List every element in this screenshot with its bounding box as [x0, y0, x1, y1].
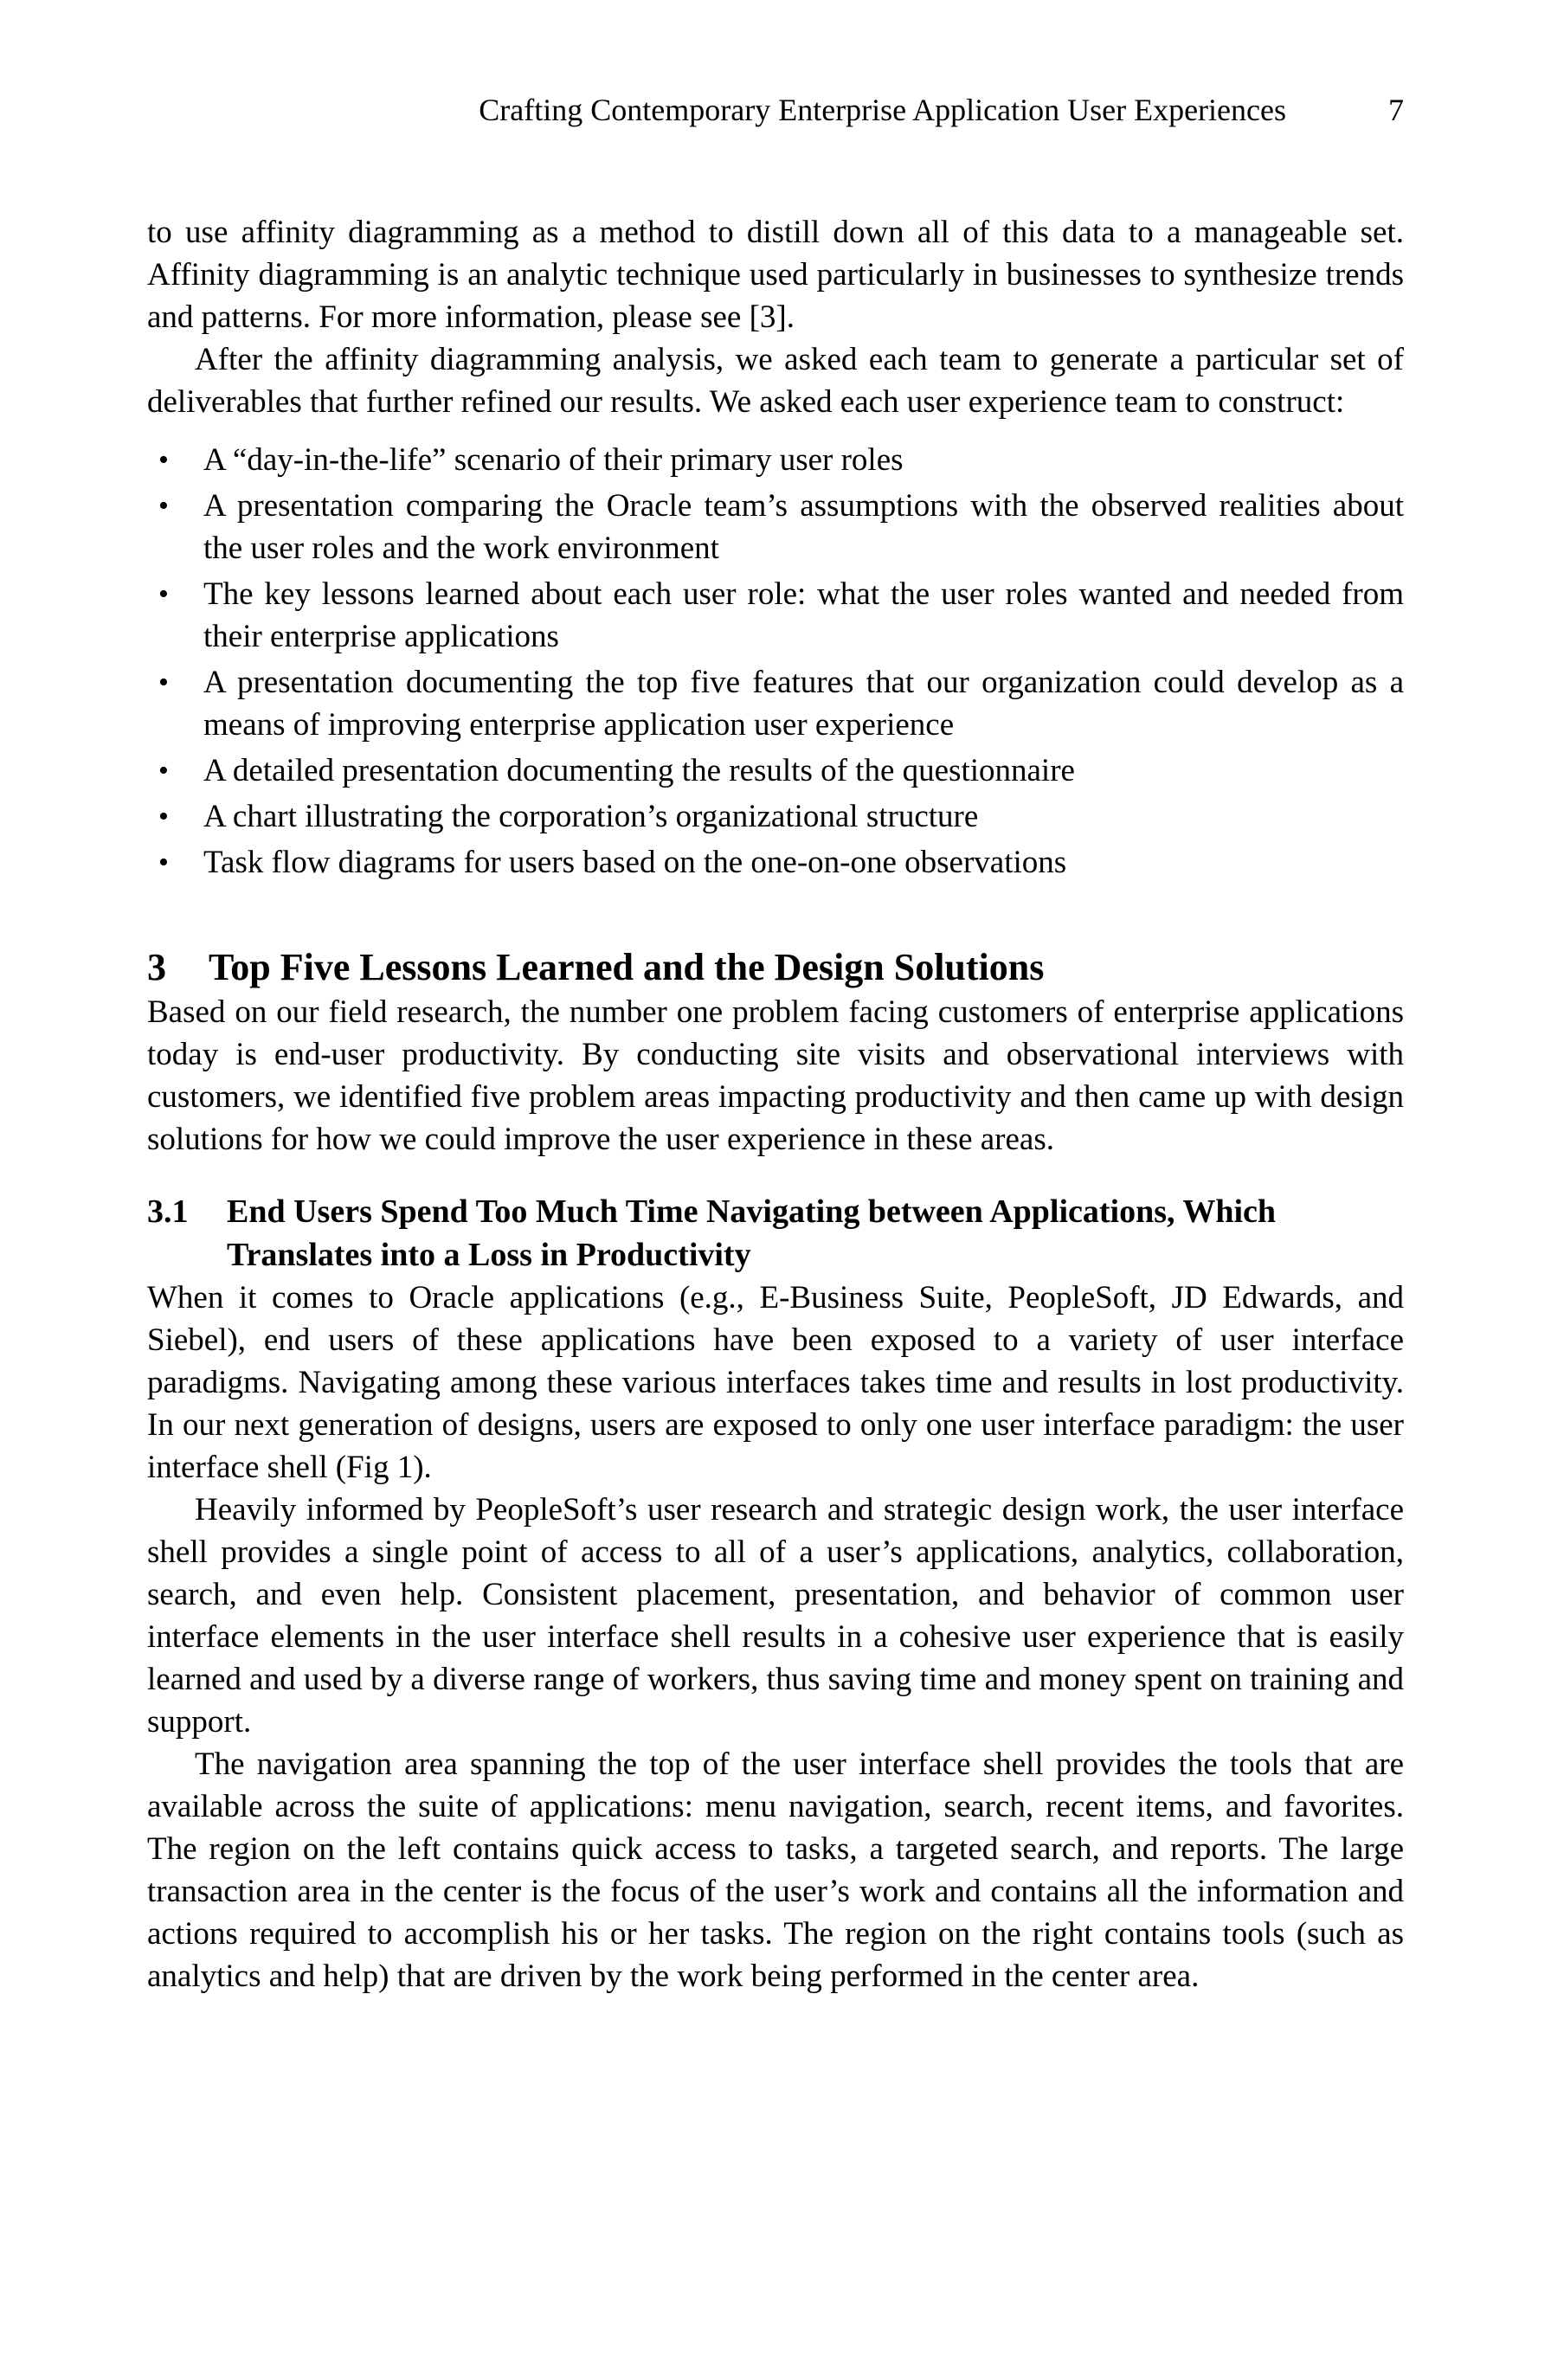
paragraph: After the affinity diagramming analysis, we asked each team to generate a particular set of deliverables that further refined our results. We asked each user experience team to construct:	[147, 342, 1404, 420]
subsection-heading	[147, 1190, 1404, 1277]
list-item-text: Task flow diagrams for users based on the one-on-one observations	[203, 845, 1067, 880]
paragraph: When it comes to Oracle applications (e.g., E-Business Suite, PeopleSoft, JD Edwards, and Siebel), end users of these applications have been exposed to a variety of user interface paradigms. Navigating among these various interfaces takes time and results in lost productivity. In our next generation of designs, users are exposed to only one user interface paradigm: the user interface shell (Fig 1).	[147, 1280, 1404, 1485]
paragraph: Heavily informed by PeopleSoft’s user research and strategic design work, the user interface shell provides a single point of access to all of a user’s applications, analytics, collaboration, search, and even help. Consistent placement, presentation, and behavior of common user interface elements in the user interface shell results in a cohesive user experience that is easily learned and used by a diverse range of workers, thus saving time and money spent on training and support.	[147, 1492, 1404, 1740]
bullet-icon: •	[158, 490, 169, 522]
running-head	[147, 91, 1404, 129]
list-item-text: The key lessons learned about each user role: what the user roles wanted and needed from their enterprise applications	[203, 576, 1404, 654]
paragraph: Based on our field research, the number one problem facing customers of enterprise applications today is end-user productivity. By conducting site visits and observational interviews with customers, we identified five problem areas impacting productivity and then came up with design solutions for how we could improve the user experience in these areas.	[147, 994, 1404, 1157]
bullet-icon: •	[158, 846, 169, 878]
page-body	[147, 211, 1404, 1997]
paragraph: The navigation area spanning the top of the user interface shell provides the tools that are available across the suite of applications: menu navigation, search, recent items, and favorites. The region on the left contains quick access to tasks, a targeted search, and reports. The large transaction area in the center is the focus of the user’s work and contains all the information and actions required to accomplish his or her tasks. The region on the right contains tools (such as analytics and help) that are driven by the work being performed in the center area.	[147, 1746, 1404, 1994]
list-item	[147, 749, 1404, 792]
subsection-number: 3.1	[147, 1193, 189, 1230]
list-item-text: A presentation comparing the Oracle team’s assumptions with the observed realities about the user roles and the work environment	[203, 488, 1404, 566]
section-number: 3	[147, 946, 166, 988]
list-item	[147, 841, 1404, 884]
bullet-icon: •	[158, 801, 169, 833]
list-item	[147, 795, 1404, 838]
section-title: Top Five Lessons Learned and the Design Solutions	[209, 946, 1045, 988]
bullet-icon: •	[158, 755, 169, 787]
list-item-text: A “day-in-the-life” scenario of their primary user roles	[203, 442, 904, 478]
bullet-icon: •	[158, 444, 169, 476]
bullet-icon: •	[158, 578, 169, 610]
section-heading	[147, 944, 1404, 991]
list-item-text: A detailed presentation documenting the results of the questionnaire	[203, 753, 1075, 788]
list-item	[147, 661, 1404, 746]
list-item	[147, 439, 1404, 481]
bullet-list	[147, 439, 1404, 884]
list-item-text: A chart illustrating the corporation’s organizational structure	[203, 799, 979, 834]
list-item	[147, 573, 1404, 658]
page-number: 7	[1388, 93, 1404, 127]
running-title: Crafting Contemporary Enterprise Application User Experiences	[479, 93, 1286, 127]
list-item	[147, 485, 1404, 569]
paragraph-continuation: to use affinity diagramming as a method to distill down all of this data to a manageable set. Affinity diagramming is an analytic technique used particularly in businesses to synthesize trends and patterns. For more information, please see [3].	[147, 215, 1404, 335]
list-item-text: A presentation documenting the top five features that our organization could develop as a means of improving enterprise application user experience	[203, 665, 1404, 743]
bullet-icon: •	[158, 666, 169, 698]
subsection-title: End Users Spend Too Much Time Navigating between Applications, Which Translates into a Loss in Productivity	[227, 1193, 1277, 1273]
